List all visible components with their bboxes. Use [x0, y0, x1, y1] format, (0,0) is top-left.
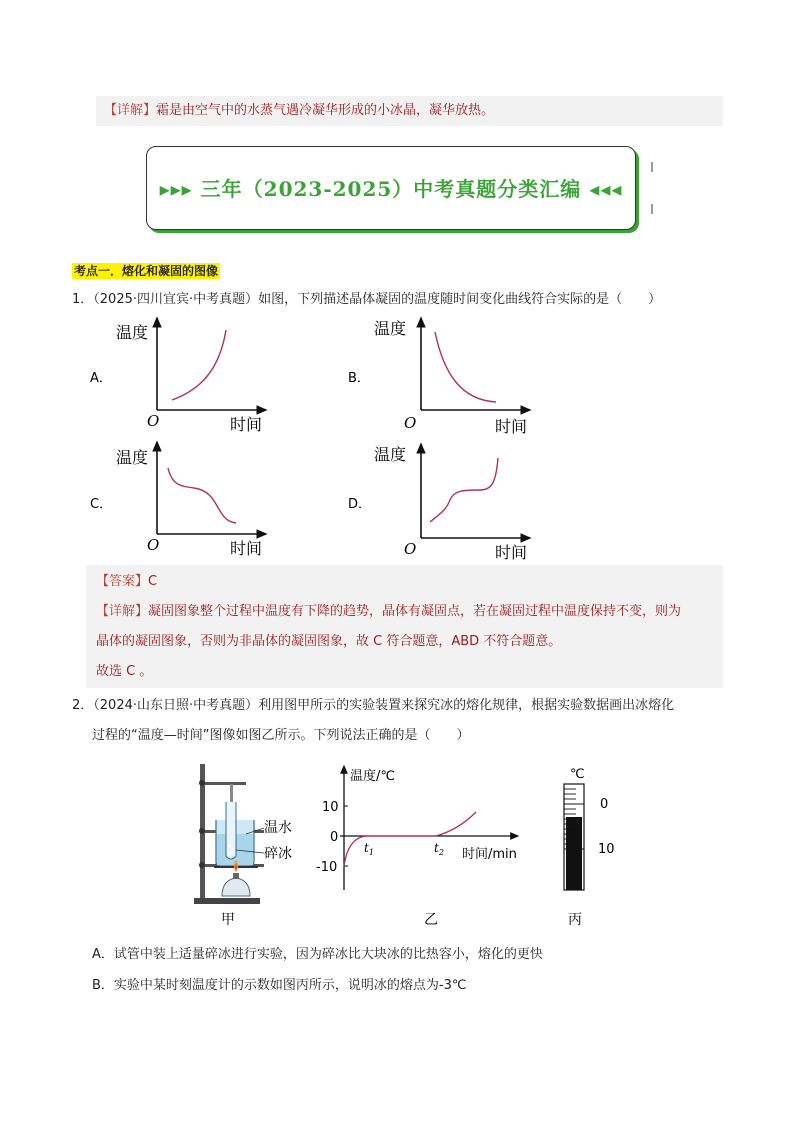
answer-tag: 【答案】	[96, 574, 149, 589]
graph-d-ylabel: 温度	[374, 445, 407, 464]
option-a-label: A．	[90, 371, 112, 386]
graph-b-xlabel: 时间	[495, 417, 528, 436]
answer-value: C	[148, 574, 158, 589]
graph-b-curve	[435, 332, 496, 402]
detail-tag: 【详解】	[104, 103, 157, 118]
top-detail-box	[96, 96, 723, 126]
bing-tick-10: 10	[598, 842, 615, 857]
caption-jia: 甲	[221, 912, 235, 928]
figure-bing-thermometer	[548, 760, 638, 930]
graph-c-curve	[168, 468, 236, 523]
option-d-label: D．	[348, 497, 372, 512]
label-warm-water: 温水	[264, 820, 292, 836]
figure-jia-apparatus	[186, 760, 306, 930]
graph-c-ylabel: 温度	[116, 448, 149, 467]
q1-answer-box	[86, 565, 723, 688]
caption-bing: 丙	[568, 912, 582, 928]
yi-t2: $t_2$	[434, 841, 444, 857]
right-arrows-icon: ◂◂◂	[589, 177, 623, 201]
option-b-label: B．	[348, 371, 370, 386]
q2-stem-line-1: 2．（2024·山东日照·中考真题）利用图甲所示的实验装置来探究冰的熔化规律，根据实验数据画出冰熔化	[72, 698, 675, 713]
graph-c-origin: O	[147, 536, 160, 554]
yi-tick-0: 0	[330, 830, 339, 845]
section-title: 考点一．熔化和凝固的图像	[74, 264, 219, 278]
q1-detail-text-1: 凝固图象整个过程中温度有下降的趋势，晶体有凝固点，若在凝固过程中温度保持不变，则为	[148, 604, 682, 619]
bing-unit: ℃	[570, 767, 585, 782]
bing-tick-0: 0	[600, 797, 609, 812]
banner-side-mark	[651, 162, 653, 172]
graph-b-ylabel: 温度	[374, 319, 407, 338]
graph-d	[348, 444, 530, 562]
graph-a-xlabel: 时间	[230, 415, 263, 434]
option-c-label: C．	[90, 497, 113, 512]
graph-a-ylabel: 温度	[116, 323, 149, 342]
yi-tick-neg10: -10	[316, 860, 338, 875]
q1-detail-line-2: 晶体的凝固图象，否则为非晶体的凝固图象，故 C 符合题意，ABD 不符合题意。	[96, 634, 562, 649]
yi-tick-10: 10	[322, 800, 339, 815]
yi-t1: $t_1$	[364, 841, 374, 857]
yi-curve	[344, 812, 476, 866]
figure-yi-graph	[308, 760, 528, 930]
graph-a	[90, 318, 266, 434]
left-arrows-icon: ▸▸▸	[159, 177, 193, 201]
graph-a-curve	[172, 330, 226, 400]
graph-c-xlabel: 时间	[230, 539, 263, 558]
q2-option-a: A．试管中装上适量碎冰进行实验，因为碎冰比大块冰的比热容小，熔化的更快	[92, 947, 543, 962]
banner-side-mark-2	[651, 204, 653, 214]
banner-title-text: 三年（2023-2025）中考真题分类汇编	[200, 177, 582, 201]
detail-text: 霜是由空气中的水蒸气遇冷凝华形成的小冰晶，凝华放热。	[156, 103, 495, 118]
q1-detail-tag: 【详解】	[96, 604, 149, 619]
q2-stem-line-2: 过程的“温度—时间”图像如图乙所示。下列说法正确的是（ ）	[92, 728, 470, 743]
q1-detail-line-1	[96, 603, 681, 621]
graph-c	[90, 442, 266, 558]
graph-d-curve	[430, 458, 498, 522]
section-banner	[146, 146, 636, 230]
graph-d-xlabel: 时间	[495, 543, 528, 562]
yi-ylabel: 温度/℃	[350, 769, 395, 784]
q1-stem: 1．（2025·四川宜宾·中考真题）如图，下列描述晶体凝固的温度随时间变化曲线符合实际的是（ ）	[72, 292, 662, 307]
label-crushed-ice: 碎冰	[264, 846, 292, 862]
graph-b-origin: O	[404, 414, 417, 432]
caption-yi: 乙	[424, 912, 438, 928]
q1-answer-line	[96, 573, 157, 591]
banner-title	[147, 173, 635, 202]
graph-a-origin: O	[147, 412, 160, 430]
graph-d-origin: O	[404, 540, 417, 558]
graph-b	[348, 318, 530, 436]
yi-xlabel: 时间/min	[462, 847, 517, 862]
q1-graphs	[84, 310, 644, 570]
q1-conclusion: 故选 C 。	[96, 664, 153, 679]
q2-option-b: B．实验中某时刻温度计的示数如图丙所示，说明冰的熔点为-3℃	[92, 978, 467, 993]
